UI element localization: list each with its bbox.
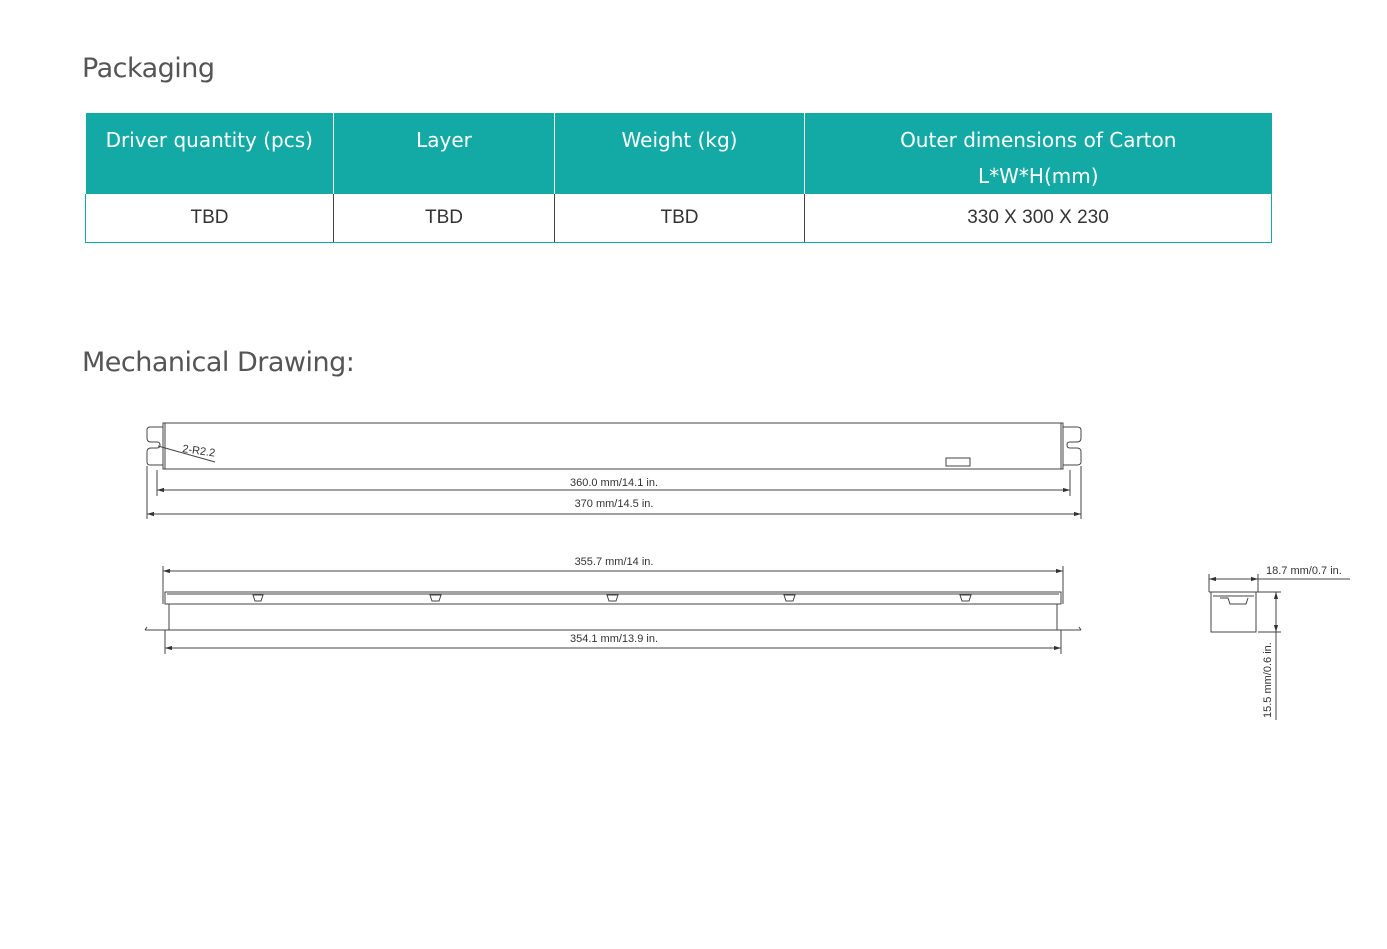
mechanical-drawing-title: Mechanical Drawing: bbox=[82, 347, 355, 378]
dim-label-360: 360.0 mm/14.1 in. bbox=[569, 477, 659, 489]
end-view-profile bbox=[1211, 592, 1256, 632]
right-mounting-tab bbox=[1063, 427, 1081, 465]
cell-weight: TBD bbox=[555, 194, 805, 243]
packaging-title: Packaging bbox=[82, 53, 215, 84]
end-view-clip bbox=[1220, 598, 1248, 604]
header-weight: Weight (kg) bbox=[555, 113, 805, 194]
dim-label-354-1: 354.1 mm/13.9 in. bbox=[569, 633, 659, 645]
cell-layer: TBD bbox=[334, 194, 555, 243]
radius-label: 2-R2.2 bbox=[181, 443, 216, 460]
side-view-clips bbox=[253, 595, 971, 601]
dim-label-370: 370 mm/14.5 in. bbox=[574, 498, 654, 510]
header-outer-dimensions: Outer dimensions of Carton L*W*H(mm) bbox=[805, 113, 1272, 194]
cell-outer-dimensions: 330 X 300 X 230 bbox=[805, 194, 1272, 243]
top-view-body bbox=[163, 423, 1063, 469]
dim-label-18-7: 18.7 mm/0.7 in. bbox=[1266, 565, 1342, 577]
header-driver-quantity: Driver quantity (pcs) bbox=[86, 113, 334, 194]
side-view-body bbox=[169, 604, 1057, 630]
label-window bbox=[946, 458, 970, 466]
end-view bbox=[1209, 574, 1350, 720]
dim-label-15-5: 15.5 mm/0.6 in. bbox=[1262, 642, 1274, 718]
header-layer: Layer bbox=[334, 113, 555, 194]
dim-label-355-7: 355.7 mm/14 in. bbox=[574, 556, 654, 568]
left-mounting-tab bbox=[147, 427, 163, 465]
cell-driver-quantity: TBD bbox=[86, 194, 334, 243]
